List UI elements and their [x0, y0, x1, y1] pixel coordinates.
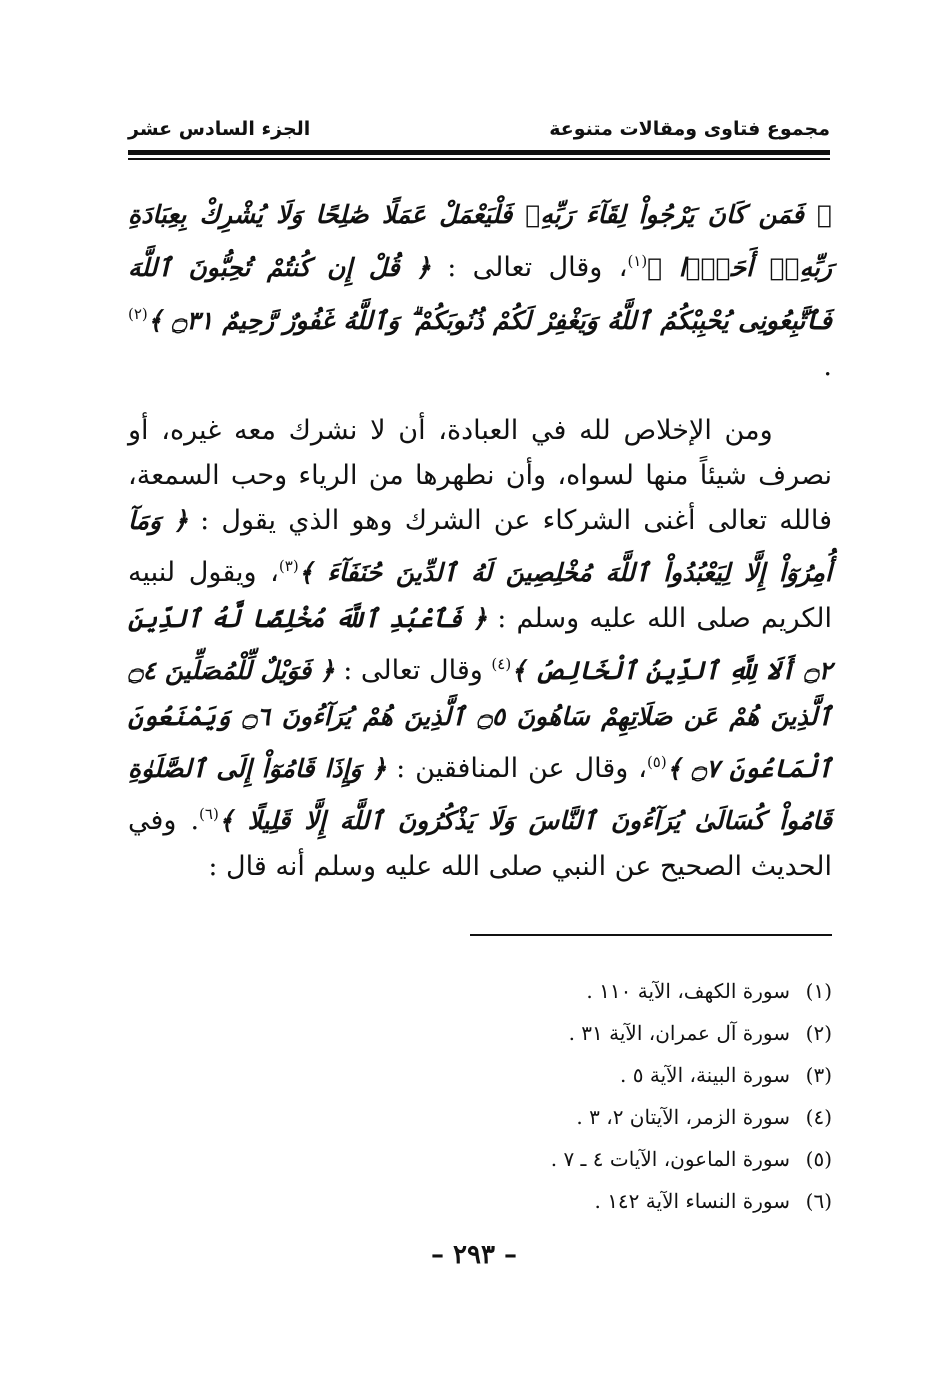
quran-verse-zumar: ﴿ فَٱعْبُدِ ٱللَّهَ مُخْلِصًا لَّهُ ٱلدِّينَ ۝٢ أَلَا لِلَّهِ ٱلدِّينُ ٱلْخَالِصُ ﴾ [128, 604, 832, 685]
volume-label: الجزء السادس عشر [128, 118, 311, 140]
quran-verse-nisa: ﴿ وَإِذَا قَامُوٓاْ إِلَى ٱلصَّلَوٰةِ قَامُواْ كُسَالَىٰ يُرَآءُونَ ٱلنَّاسَ وَلَا يَذْكُرُونَ ٱللَّهَ إِلَّا قَلِيلًا ﴾ [128, 754, 832, 835]
footnote-item [380, 1180, 832, 1222]
footnotes [380, 970, 832, 1222]
footnote-number: (٣) [805, 1063, 832, 1087]
quran-verse-kahf: ﴿ فَمَن كَانَ يَرْجُواْ لِقَآءَ رَبِّهِۦ فَلْيَعْمَلْ عَمَلًا صَٰلِحًا وَلَا يُشْرِكْ بِعِبَادَةِ رَبِّهِۦٓ أَحَدًۢا ﴾ [128, 200, 833, 282]
page-number: – ٢٩٣ – [430, 1240, 518, 1270]
paragraph-1-text-1: ، وقال تعالى : [430, 252, 628, 283]
paragraph-2-text-5: . وفي الحديث الصحيح عن النبي صلى الله عليه وسلم أنه قال : [128, 805, 832, 882]
quran-verse-maun: ﴿ فَوَيْلٌ لِّلْمُصَلِّينَ ۝٤ ٱلَّذِينَ هُمْ عَن صَلَاتِهِمْ سَاهُونَ ۝٥ ٱلَّذِينَ هُمْ يُرَآءُونَ ۝٦ وَيَمْنَعُونَ ٱلْمَاعُونَ ۝٧ ﴾ [128, 656, 833, 783]
footnote-item [380, 970, 832, 1012]
footnote-item [380, 1138, 832, 1180]
footnote-ref-6: (٦) [199, 805, 219, 823]
header-rule-thick [128, 150, 830, 155]
paragraph-2-text-2: ، ويقول لنبيه الكريم صلى الله عليه وسلم : [128, 557, 832, 634]
footnote-item [380, 1054, 832, 1096]
footnote-text: سورة الزمر، الآيتان ٢، ٣ . [576, 1105, 790, 1129]
book-title: مجموع فتاوى ومقالات متنوعة [549, 118, 830, 140]
footnote-ref-1: (١) [627, 252, 648, 270]
footnote-ref-5: (٥) [646, 753, 667, 771]
footnote-separator [470, 934, 832, 936]
footnote-number: (٦) [805, 1189, 832, 1213]
page-body [128, 192, 832, 889]
quran-verse-bayyina: ﴿ وَمَآ أُمِرُوٓاْ إِلَّا لِيَعْبُدُواْ ٱللَّهَ مُخْلِصِينَ لَهُ ٱلدِّينَ حُنَفَآءَ ﴾ [128, 506, 832, 587]
header-rule-thin [128, 158, 830, 160]
footnote-text: سورة الماعون، الآيات ٤ ـ ٧ . [550, 1147, 790, 1171]
footnote-number: (٤) [805, 1105, 832, 1129]
footnote-number: (٥) [805, 1147, 832, 1171]
footnote-ref-2: (٢) [128, 305, 148, 323]
paragraph-1-text-2: . [823, 351, 832, 382]
running-header [128, 114, 830, 144]
footnote-item [380, 1096, 832, 1138]
footnote-ref-4: (٤) [491, 655, 512, 673]
paragraph-2-text-3: وقال تعالى : [334, 655, 492, 686]
footnote-text: سورة آل عمران، الآية ٣١ . [568, 1021, 790, 1045]
paragraph-2 [128, 408, 832, 889]
paragraph-2-text-4: ، وقال عن المنافقين : [386, 753, 647, 784]
footnote-number: (١) [805, 979, 832, 1003]
footnote-number: (٢) [805, 1021, 832, 1045]
paragraph-1 [128, 192, 832, 390]
footnote-text: سورة النساء الآية ١٤٢ . [594, 1189, 790, 1213]
paragraph-2-text-1: ومن الإخلاص لله في العبادة، أن لا نشرك معه غيره، أو نصرف شيئاً منها لسواه، وأن نطهرها من الرياء وحب السمعة، فالله تعالى أغنى الشركاء عن الشرك وهو الذي يقول : [128, 415, 832, 536]
footnote-item [380, 1012, 832, 1054]
footnote-ref-3: (٣) [278, 557, 299, 575]
footnote-text: سورة البينة، الآية ٥ . [620, 1063, 790, 1087]
footnote-text: سورة الكهف، الآية ١١٠ . [586, 979, 790, 1003]
quran-verse-al-imran: ﴿ قُلْ إِن كُنتُمْ تُحِبُّونَ ٱللَّهَ فَٱتَّبِعُونِى يُحْبِبْكُمُ ٱللَّهُ وَيَغْفِرْ لَكُمْ ذُنُوبَكُمْ ۗ وَٱللَّهُ غَفُورٌ رَّحِيمٌ ۝٣١ ﴾ [128, 253, 832, 335]
